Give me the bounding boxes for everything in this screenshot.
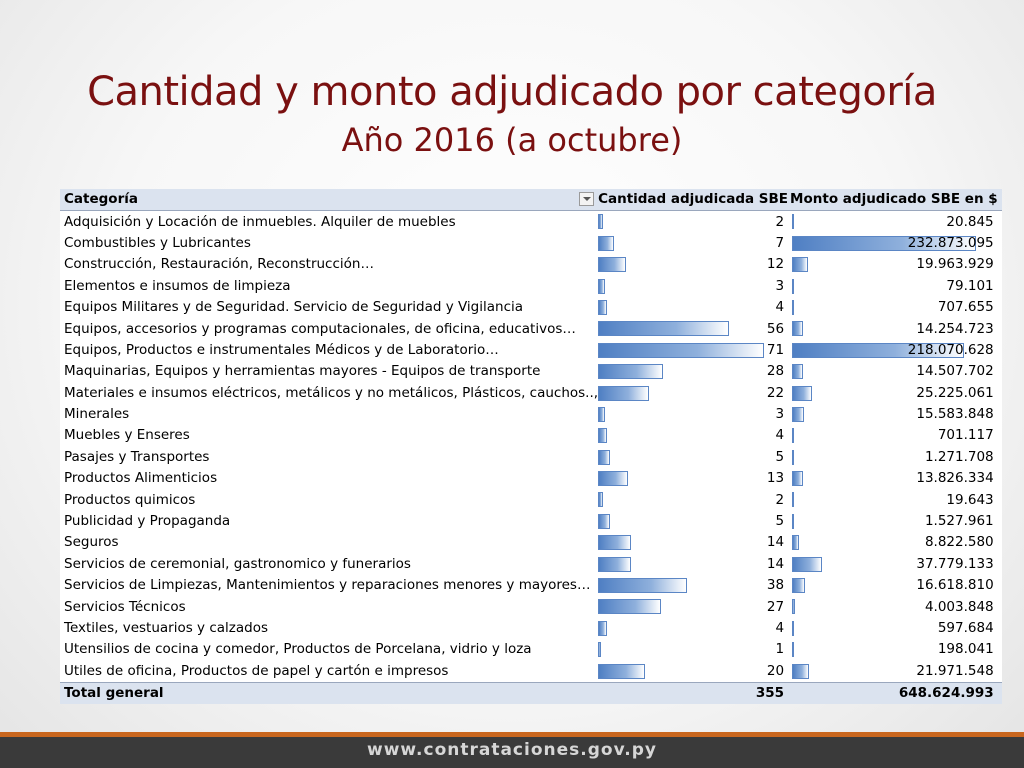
table-row (60, 297, 1002, 318)
amount-data-bar (792, 642, 794, 657)
row-amount-cell (790, 233, 1002, 254)
row-amount-cell (790, 318, 1002, 339)
row-amount: 8.822.580 (924, 534, 994, 551)
row-amount-cell (790, 297, 1002, 318)
row-amount: 20.845 (946, 213, 994, 230)
row-quantity-cell (598, 361, 790, 382)
table-row (60, 639, 1002, 660)
row-quantity: 14 (766, 555, 785, 572)
row-category: Equipos, Productos e instrumentales Médicos y de Laboratorio… (64, 341, 499, 358)
row-quantity: 20 (766, 662, 785, 679)
row-quantity-cell (598, 318, 790, 339)
amount-data-bar (792, 407, 804, 422)
amount-data-bar (792, 535, 799, 550)
amount-data-bar (792, 621, 794, 636)
amount-data-bar (792, 557, 822, 572)
amount-data-bar (792, 664, 809, 679)
row-category: Servicios de Limpiezas, Mantenimientos y reparaciones menores y mayores… (64, 577, 591, 594)
quantity-data-bar (598, 300, 607, 315)
row-amount-cell (790, 532, 1002, 553)
row-amount: 1.271.708 (924, 448, 994, 465)
table-row (60, 211, 1002, 233)
row-quantity: 4 (775, 620, 785, 636)
header-amount: Monto adjudicado SBE en $ (790, 189, 1002, 211)
row-quantity-cell (598, 661, 790, 683)
row-amount-cell (790, 276, 1002, 297)
quantity-data-bar (598, 557, 631, 572)
row-amount-cell (790, 447, 1002, 468)
quantity-data-bar (598, 428, 607, 443)
row-amount: 16.618.810 (916, 577, 994, 594)
row-category: Utensilios de cocina y comedor, Productos de Porcelana, vidrio y loza (64, 641, 532, 658)
row-amount-cell (790, 511, 1002, 532)
row-quantity-cell (598, 254, 790, 275)
row-amount-cell (790, 383, 1002, 404)
row-category: Maquinarias, Equipos y herramientas mayores - Equipos de transporte (64, 363, 541, 380)
row-category: Combustibles y Lubricantes (64, 234, 251, 251)
row-amount-cell (790, 554, 1002, 575)
row-amount: 25.225.061 (916, 384, 994, 401)
row-category: Utiles de oficina, Productos de papel y cartón e impresos (64, 662, 449, 679)
row-quantity-cell (598, 233, 790, 254)
row-amount: 4.003.848 (924, 598, 994, 615)
table-row (60, 340, 1002, 361)
row-category: Adquisición y Locación de inmuebles. Alquiler de muebles (64, 213, 456, 230)
row-amount-cell (790, 575, 1002, 596)
row-category: Elementos e insumos de limpieza (64, 277, 291, 294)
header-category-label: Categoría (64, 191, 138, 208)
row-category: Publicidad y Propaganda (64, 513, 231, 530)
amount-data-bar (792, 492, 794, 507)
row-quantity-cell (598, 511, 790, 532)
row-quantity: 4 (775, 427, 785, 444)
header-category (60, 189, 598, 211)
table-row (60, 575, 1002, 596)
row-amount-cell (790, 425, 1002, 446)
amount-data-bar (792, 514, 794, 529)
table-row (60, 254, 1002, 275)
quantity-data-bar (598, 236, 614, 251)
row-quantity: 3 (775, 277, 785, 294)
row-amount: 232.873.095 (907, 234, 994, 251)
table-row (60, 361, 1002, 382)
amount-data-bar (792, 471, 803, 486)
row-quantity-cell (598, 297, 790, 318)
row-quantity-cell (598, 425, 790, 446)
amount-data-bar (792, 386, 812, 401)
total-row (60, 682, 1002, 704)
row-quantity-cell (598, 575, 790, 596)
row-quantity-cell (598, 276, 790, 297)
row-amount: 701.117 (937, 427, 994, 444)
quantity-data-bar (598, 386, 649, 401)
row-quantity-cell (598, 447, 790, 468)
row-quantity-cell (598, 532, 790, 553)
row-amount-cell (790, 489, 1002, 510)
row-quantity-cell (598, 340, 790, 361)
row-quantity-cell (598, 596, 790, 617)
footer-url: www.contrataciones.gov.py (367, 740, 657, 760)
row-category: Minerales (64, 406, 130, 423)
table-row (60, 383, 1002, 404)
table-row (60, 447, 1002, 468)
table-row (60, 404, 1002, 425)
row-amount: 13.826.334 (916, 470, 994, 487)
row-quantity: 2 (775, 213, 785, 230)
total-quantity: 355 (598, 682, 790, 704)
row-quantity: 2 (775, 491, 785, 508)
row-category: Productos Alimenticios (64, 470, 218, 487)
row-category: Materiales e insumos eléctricos, metálicos y no metálicos, Plásticos, cauchos.., (64, 384, 599, 401)
amount-data-bar (792, 599, 795, 614)
row-quantity-cell (598, 211, 790, 233)
amount-data-bar (792, 257, 808, 272)
quantity-data-bar (598, 343, 764, 358)
row-quantity: 1 (775, 641, 785, 658)
quantity-data-bar (598, 535, 631, 550)
header-quantity: Cantidad adjudicada SBE (598, 189, 790, 211)
row-category: Equipos Militares y de Seguridad. Servicio de Seguridad y Vigilancia (64, 299, 524, 316)
footer-accent-line (0, 732, 1024, 737)
table-row (60, 276, 1002, 297)
row-quantity: 5 (775, 513, 785, 530)
row-amount: 597.684 (937, 620, 994, 636)
row-quantity-cell (598, 639, 790, 660)
table-row (60, 661, 1002, 683)
quantity-data-bar (598, 578, 687, 593)
table-row (60, 233, 1002, 254)
row-amount-cell (790, 254, 1002, 275)
table-row (60, 468, 1002, 489)
row-category: Seguros (64, 534, 119, 551)
table-row (60, 511, 1002, 532)
row-amount-cell (790, 468, 1002, 489)
row-amount-cell (790, 661, 1002, 683)
row-quantity: 22 (766, 384, 785, 401)
amount-data-bar (792, 214, 794, 229)
table-row (60, 618, 1002, 639)
row-category: Pasajes y Transportes (64, 448, 210, 465)
row-amount: 14.254.723 (916, 320, 994, 337)
quantity-data-bar (598, 492, 603, 507)
quantity-data-bar (598, 471, 628, 486)
quantity-data-bar (598, 599, 661, 614)
row-category: Muebles y Enseres (64, 427, 190, 444)
quantity-data-bar (598, 214, 603, 229)
table-row (60, 425, 1002, 446)
slide-subtitle: Año 2016 (a octubre) (341, 121, 683, 159)
row-amount-cell (790, 404, 1002, 425)
row-quantity-cell (598, 468, 790, 489)
amount-data-bar (792, 428, 794, 443)
row-quantity: 13 (766, 470, 785, 487)
quantity-data-bar (598, 664, 645, 679)
amount-data-bar (792, 321, 803, 336)
row-category: Construcción, Restauración, Reconstrucción… (64, 256, 374, 273)
row-quantity-cell (598, 554, 790, 575)
quantity-data-bar (598, 364, 663, 379)
table-row (60, 554, 1002, 575)
quantity-data-bar (598, 621, 607, 636)
table-body (60, 211, 1002, 683)
total-label: Total general (60, 682, 598, 704)
row-quantity: 5 (775, 448, 785, 465)
table-row (60, 596, 1002, 617)
row-quantity-cell (598, 618, 790, 639)
row-amount: 218.070.628 (907, 341, 994, 358)
row-amount-cell (790, 211, 1002, 233)
row-amount: 198.041 (937, 641, 994, 658)
row-amount-cell (790, 618, 1002, 639)
row-amount-cell (790, 340, 1002, 361)
total-amount: 648.624.993 (790, 682, 1002, 704)
row-category: Textiles, vestuarios y calzados (64, 620, 269, 636)
row-amount: 79.101 (946, 277, 994, 294)
row-category: Equipos, accesorios y programas computacionales, de oficina, educativos… (64, 320, 576, 337)
row-amount: 707.655 (937, 299, 994, 316)
quantity-data-bar (598, 257, 626, 272)
row-category: Servicios de ceremonial, gastronomico y funerarios (64, 555, 411, 572)
quantity-data-bar (598, 407, 605, 422)
row-amount: 15.583.848 (916, 406, 994, 423)
row-quantity: 71 (766, 341, 785, 358)
row-quantity-cell (598, 383, 790, 404)
row-amount: 19.963.929 (916, 256, 994, 273)
chevron-down-icon (583, 197, 591, 201)
table-row (60, 489, 1002, 510)
row-quantity-cell (598, 489, 790, 510)
row-quantity: 12 (766, 256, 785, 273)
filter-dropdown-button[interactable] (579, 192, 594, 206)
row-quantity-cell (598, 404, 790, 425)
amount-data-bar (792, 364, 803, 379)
pivot-table (60, 189, 1002, 704)
row-quantity: 3 (775, 406, 785, 423)
quantity-data-bar (598, 279, 605, 294)
row-amount: 37.779.133 (916, 555, 994, 572)
quantity-data-bar (598, 321, 729, 336)
row-amount: 21.971.548 (916, 662, 994, 679)
quantity-data-bar (598, 514, 610, 529)
row-amount: 1.527.961 (924, 513, 994, 530)
row-category: Productos quimicos (64, 491, 196, 508)
row-quantity: 56 (766, 320, 785, 337)
row-amount: 14.507.702 (916, 363, 994, 380)
row-amount: 19.643 (946, 491, 994, 508)
row-amount-cell (790, 639, 1002, 660)
table-row (60, 318, 1002, 339)
row-quantity: 7 (775, 234, 785, 251)
row-category: Servicios Técnicos (64, 598, 186, 615)
quantity-data-bar (598, 450, 610, 465)
row-amount-cell (790, 361, 1002, 382)
row-quantity: 28 (766, 363, 785, 380)
row-amount-cell (790, 596, 1002, 617)
row-quantity: 38 (766, 577, 785, 594)
row-quantity: 4 (775, 299, 785, 316)
row-quantity: 14 (766, 534, 785, 551)
row-quantity: 27 (766, 598, 785, 615)
slide-title: Cantidad y monto adjudicado por categoría (87, 69, 937, 115)
header-row (60, 189, 1002, 211)
amount-data-bar (792, 450, 794, 465)
amount-data-bar (792, 300, 794, 315)
table-row (60, 532, 1002, 553)
amount-data-bar (792, 578, 805, 593)
amount-data-bar (792, 279, 794, 294)
quantity-data-bar (598, 642, 601, 657)
